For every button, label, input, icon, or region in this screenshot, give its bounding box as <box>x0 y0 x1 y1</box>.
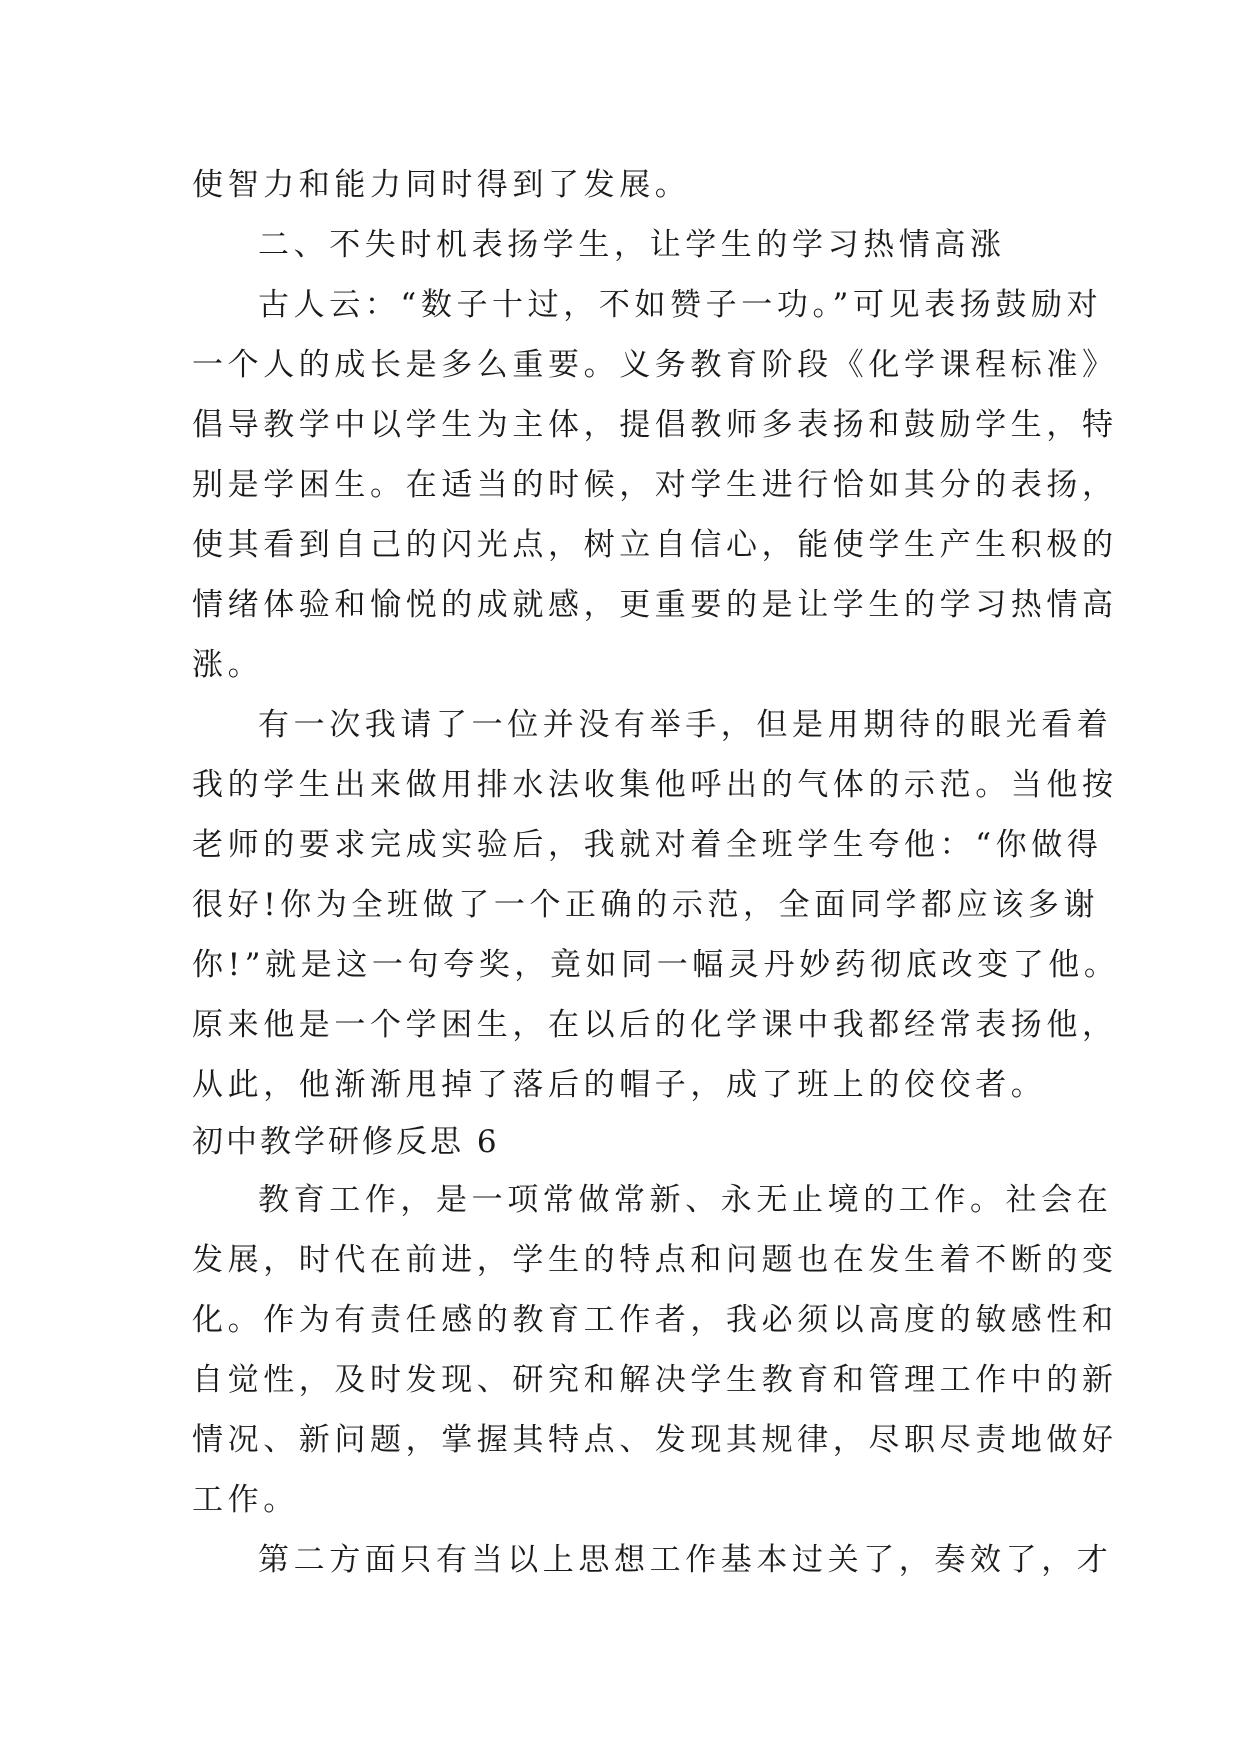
text-line: 你!”就是这一句夸奖，竟如同一幅灵丹妙药彻底改变了他。 <box>192 947 1120 983</box>
section-heading: 二、不失时机表扬学生，让学生的学习热情高涨 <box>258 227 1006 263</box>
paragraph-start: 古人云：“数子十过，不如赞子一功。”可见表扬鼓励对 <box>258 287 1103 323</box>
text-line: 使智力和能力同时得到了发展。 <box>192 167 691 203</box>
text-line: 情况、新问题，掌握其特点、发现其规律，尽职尽责地做好 <box>192 1422 1118 1458</box>
document-page <box>192 155 1120 1590</box>
paragraph-start: 教育工作，是一项常做常新、永无止境的工作。社会在 <box>258 1182 1113 1218</box>
text-line: 别是学困生。在适当的时候，对学生进行恰如其分的表扬， <box>192 467 1118 503</box>
text-line: 倡导教学中以学生为主体，提倡教师多表扬和鼓励学生，特 <box>192 407 1118 443</box>
text-line: 自觉性，及时发现、研究和解决学生教育和管理工作中的新 <box>192 1362 1118 1398</box>
text-line: 工作。 <box>192 1482 299 1518</box>
text-line: 老师的要求完成实验后，我就对着全班学生夸他：“你做得 <box>192 827 1103 863</box>
text-line: 涨。 <box>192 647 264 683</box>
text-line: 使其看到自己的闪光点，树立自信心，能使学生产生积极的 <box>192 527 1118 563</box>
text-line: 一个人的成长是多么重要。义务教育阶段《化学课程标准》 <box>192 347 1118 383</box>
text-line: 从此，他渐渐甩掉了落后的帽子，成了班上的佼佼者。 <box>192 1067 1047 1103</box>
paragraph-start: 第二方面只有当以上思想工作基本过关了，奏效了，才 <box>258 1542 1113 1578</box>
text-line: 情绪体验和愉悦的成就感，更重要的是让学生的学习热情高 <box>192 587 1118 623</box>
text-line: 我的学生出来做用排水法收集他呼出的气体的示范。当他按 <box>192 767 1118 803</box>
text-line: 发展，时代在前进，学生的特点和问题也在发生着不断的变 <box>192 1242 1118 1278</box>
paragraph-start: 有一次我请了一位并没有举手，但是用期待的眼光看着 <box>258 707 1113 743</box>
article-title: 初中教学研修反思 6 <box>192 1124 500 1160</box>
text-line: 很好!你为全班做了一个正确的示范，全面同学都应该多谢 <box>192 887 1100 923</box>
text-line: 原来他是一个学困生，在以后的化学课中我都经常表扬他， <box>192 1007 1118 1043</box>
text-line: 化。作为有责任感的教育工作者，我必须以高度的敏感性和 <box>192 1302 1118 1338</box>
